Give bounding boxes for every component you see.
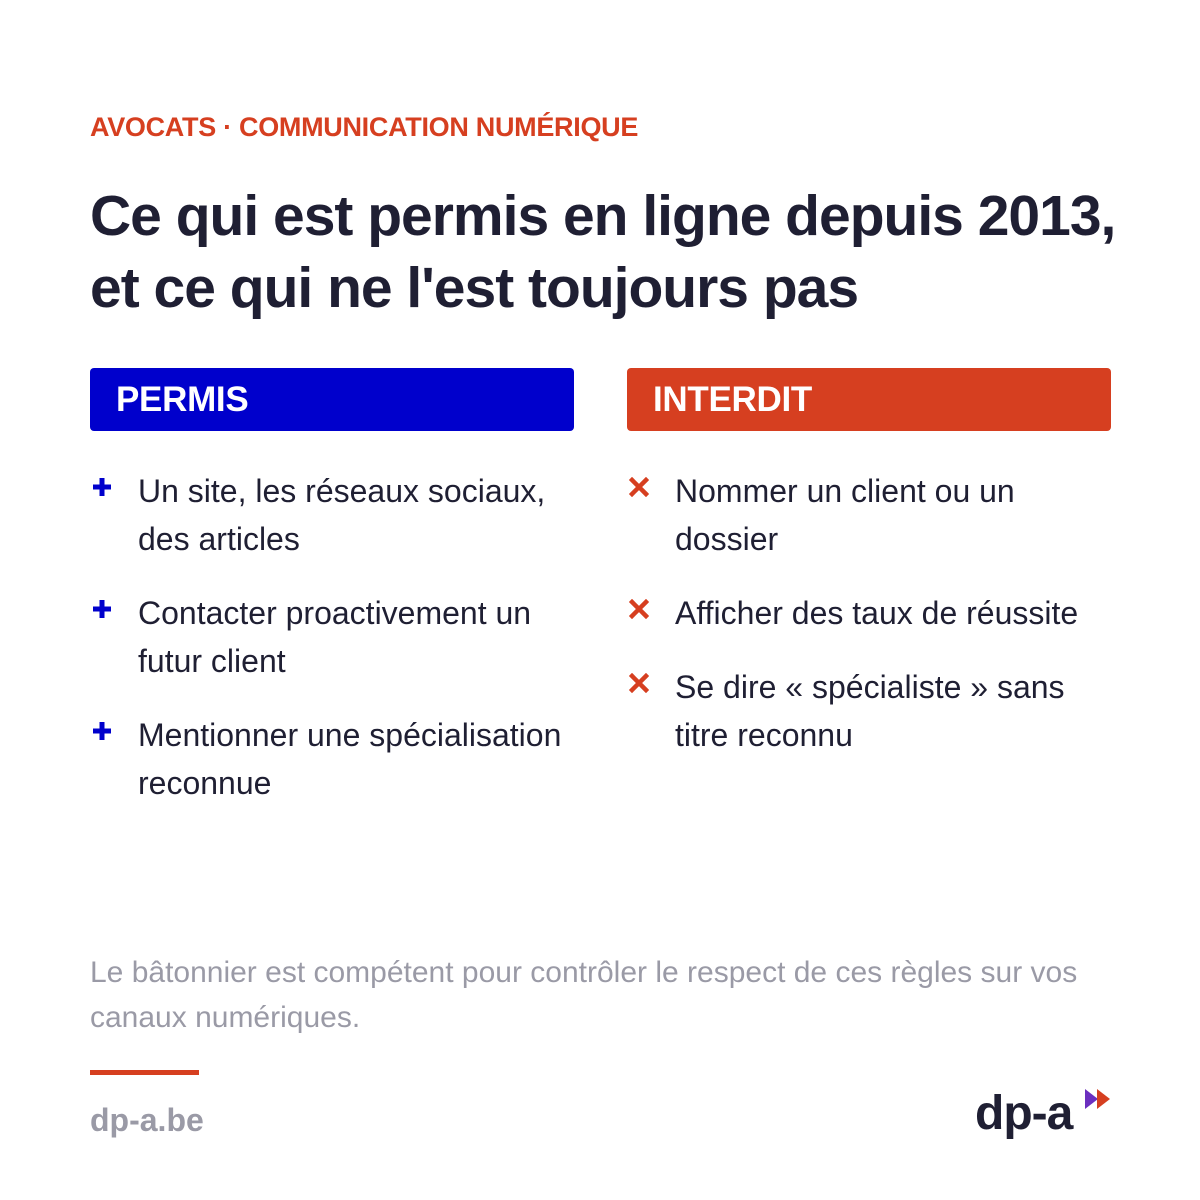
list-item: [90, 467, 574, 563]
list-item: [90, 589, 574, 685]
brand-logo: [975, 1086, 1115, 1146]
cross-icon: [629, 589, 657, 637]
page-title: Ce qui est permis en ligne depuis 2013, et ce qui ne l'est toujours pas: [90, 184, 1116, 320]
cross-icon: [629, 467, 657, 515]
permis-column: [90, 368, 574, 833]
list-item: [627, 589, 1111, 637]
permis-list: [90, 467, 574, 807]
interdit-item-text: Afficher des taux de réussite: [675, 595, 1079, 631]
cross-icon: [629, 663, 657, 711]
interdit-header: INTERDIT: [627, 368, 1111, 431]
interdit-item-text: Se dire « spécialiste » sans titre reconnu: [675, 669, 1065, 753]
permis-item-text: Un site, les réseaux sociaux, des articles: [138, 473, 546, 557]
list-item: [627, 663, 1111, 759]
interdit-column: [627, 368, 1111, 785]
double-play-arrow-icon: [1085, 1088, 1113, 1115]
permis-item-text: Contacter proactivement un futur client: [138, 595, 532, 679]
logo-text: dp-a: [975, 1087, 1073, 1140]
list-item: [627, 467, 1111, 563]
plus-icon: [92, 589, 120, 637]
interdit-item-text: Nommer un client ou un dossier: [675, 473, 1015, 557]
eyebrow-category: AVOCATS · COMMUNICATION NUMÉRIQUE: [90, 112, 639, 142]
plus-icon: [92, 467, 120, 515]
footnote: Le bâtonnier est compétent pour contrôler le respect de ces règles sur vos canaux numériques.: [90, 956, 1078, 1034]
interdit-list: [627, 467, 1111, 759]
list-item: [90, 711, 574, 807]
website-url: dp-a.be: [90, 1102, 204, 1138]
accent-divider: [90, 1070, 199, 1075]
permis-header: PERMIS: [90, 368, 574, 431]
permis-item-text: Mentionner une spécialisation reconnue: [138, 717, 562, 801]
plus-icon: [92, 711, 120, 759]
